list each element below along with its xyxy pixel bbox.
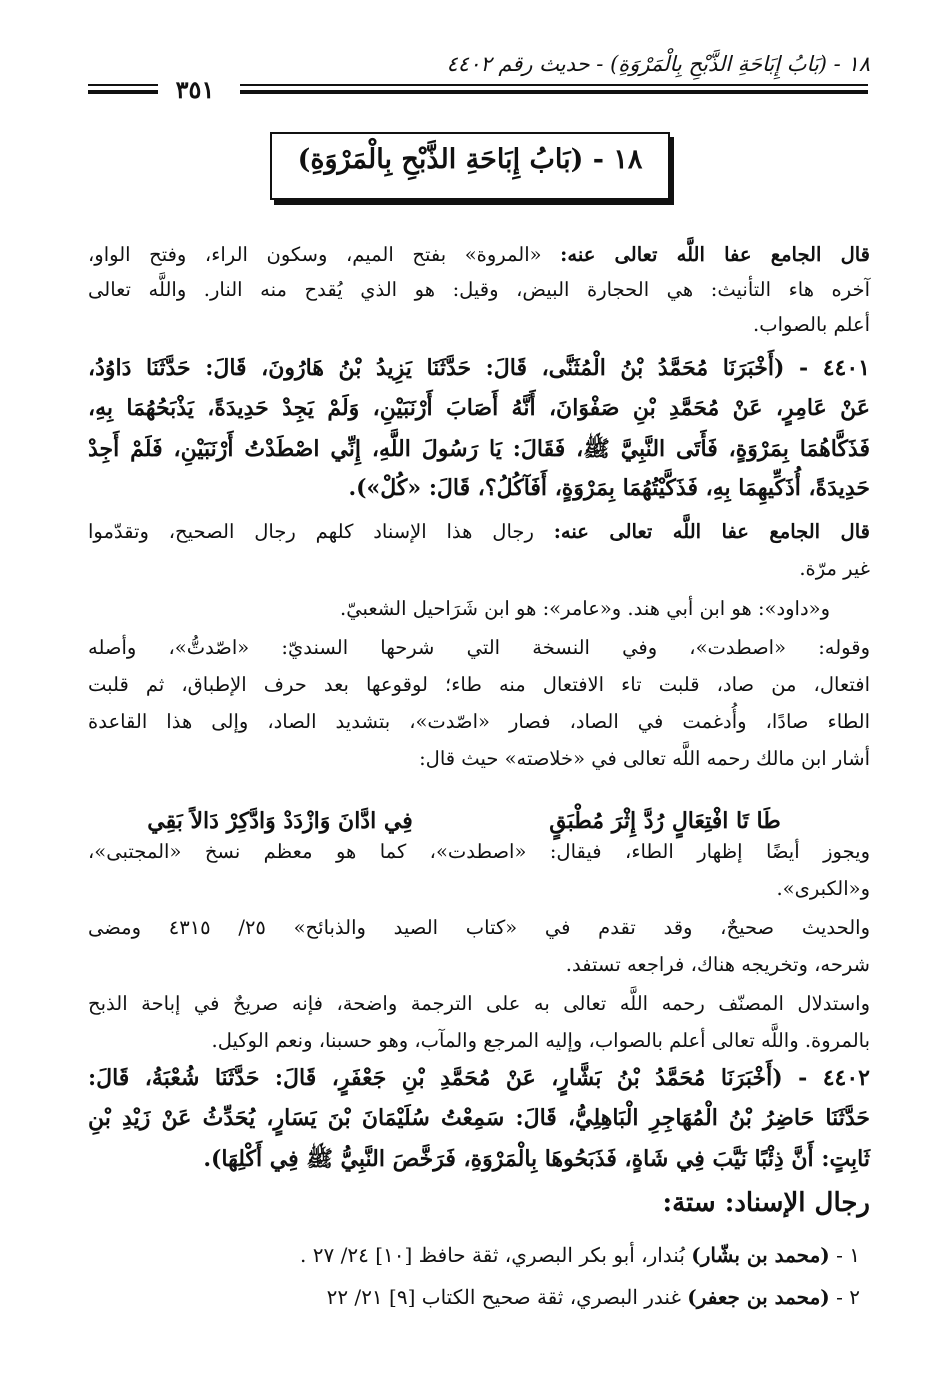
narrator-item	[150, 1243, 860, 1267]
commentary-1-line-2: غير مرّة.	[799, 557, 870, 580]
chapter-title: ١٨ - (بَابُ إِبَاحَةِ الذَّبْحِ بِالْمَرْوَةِ)	[297, 144, 643, 175]
narrator-name: (محمد بن جعفر)	[687, 1285, 830, 1309]
intro-text: «المروة» بفتح الميم، وسكون الراء، وفتح الواو،	[88, 243, 561, 266]
narrator-name: (محمد بن بشّار)	[691, 1243, 830, 1267]
hadith-4402-line-1: ٤٤٠٢ - (أَخْبَرَنَا مُحَمَّدُ بْنُ بَشَّارٍ، عَنْ مُحَمَّدِ بْنِ جَعْفَرٍ، قَالَ: حَدَّثَنَا شُعْبَةُ، قَالَ:	[88, 1065, 870, 1091]
speaker-label: قال الجامع عفا اللَّه تعالى عنه:	[553, 520, 870, 543]
commentary-3-line-1: ويجوز أيضًا إظهار الطاء، فيقال: «اصطدت»، كما هو معظم نسخ «المجتبى»،	[88, 840, 870, 863]
header-rule	[240, 84, 868, 86]
commentary-1-line-1	[88, 520, 870, 543]
verse-hemistich-1: طَا تَا افْتِعَالٍ رُدَّ إِثْرَ مُطْبَقٍ	[549, 808, 781, 834]
commentary-1-text: رجال هذا الإسناد كلهم رجال الصحيح، وتقدّموا	[88, 520, 554, 543]
commentary-2-line-4: أشار ابن مالك رحمه اللَّه تعالى في «خلاصته» حيث قال:	[419, 747, 870, 770]
page-number: ٣٥١	[175, 75, 215, 104]
commentary-2-line-1: وقوله: «اصطدت»، وفي النسخة التي شرحها السنديّ: «اصّدتُّ»، وأصله	[88, 636, 870, 659]
narrator-description: غندر البصري، ثقة صحيح الكتاب [٩] ٢١/ ٢٢	[326, 1285, 681, 1309]
intro-line-3: أعلم بالصواب.	[753, 313, 870, 336]
speaker-label: قال الجامع عفا اللَّه تعالى عنه:	[560, 243, 870, 266]
commentary-2-line-3: الطاء صادًا، وأُدغمت في الصاد، فصار «اصّدت»، بتشديد الصاد، وإلى هذا القاعدة	[88, 710, 870, 733]
intro-line-1	[88, 243, 870, 266]
page-number-rule-thick	[88, 90, 158, 94]
commentary-2-line-2: افتعال، من صاد، قلبت تاء الافتعال منه طاء؛ لوقوعها بعد حرف الإطباق، ثم قلبت	[88, 673, 870, 696]
narrators-heading: رجال الإسناد: ستة:	[662, 1188, 870, 1218]
verse-hemistich-2: فِي ادَّانَ وَازْدَدْ وَادَّكِرْ دَالاً بَقِي	[147, 808, 413, 834]
hadith-4401-line-1: ٤٤٠١ - (أَخْبَرَنَا مُحَمَّدُ بْنُ الْمُثَنَّى، قَالَ: حَدَّثَنَا يَزِيدُ بْنُ هَارُونَ، قَالَ: حَدَّثَنَا دَاوُدُ،	[88, 355, 870, 381]
hadith-4401-line-2: عَنْ عَامِرٍ، عَنْ مُحَمَّدِ بْنِ صَفْوَانَ، أَنَّهُ أَصَابَ أَرْنَبَيْنِ، وَلَمْ يَجِدْ حَدِيدَةً، يَذْبَحُهُمَا بِهِ،	[88, 395, 870, 421]
hadith-4402-line-3: ثَابِتٍ: أَنَّ ذِئْبًا نَيَّبَ فِي شَاةٍ، فَذَبَحُوهَا بِالْمَرْوَةِ، فَرَخَّصَ النَّبِيُّ ﷺ فِي أَكْلِهَا).	[203, 1146, 870, 1172]
commentary-5-line-1: واستدلال المصنّف رحمه اللَّه تعالى به على الترجمة واضحة، فإنه صريحٌ في إباحة الذبح	[88, 992, 870, 1015]
header-rule-thick	[240, 90, 868, 94]
hadith-4402-line-2: حَدَّثَنَا حَاضِرُ بْنُ الْمُهَاجِرِ الْبَاهِلِيُّ، قَالَ: سَمِعْتُ سُلَيْمَانَ بْنَ يَسَارٍ، يُحَدِّثُ عَنْ زَيْدِ بْنِ	[88, 1105, 870, 1131]
page-number-rule	[88, 84, 158, 86]
running-header: ١٨ - (بَابُ إِبَاحَةِ الذَّبْحِ بِالْمَرْوَةِ) - حديث رقم ٤٤٠٢	[446, 52, 870, 76]
commentary-3-line-2: و«الكبرى».	[776, 877, 870, 900]
commentary-4-line-1: والحديث صحيحٌ، وقد تقدم في «كتاب الصيد والذبائح» ٢٥/ ٤٣١٥ ومضى	[88, 916, 870, 939]
commentary-4-line-2: شرحه، وتخريجه هناك، فراجعه تستفد.	[565, 953, 870, 976]
narrator-number: ١ -	[836, 1243, 860, 1267]
narrator-item	[150, 1285, 860, 1309]
narrator-number: ٢ -	[836, 1285, 860, 1309]
intro-line-2: آخره هاء التأنيث: هي الحجارة البيض، وقيل: هو الذي يُقدح منه النار. واللَّه تعالى	[88, 278, 870, 301]
narrator-description: بُندار، أبو بكر البصري، ثقة حافظ [١٠] ٢٤/ ٢٧ .	[300, 1243, 685, 1267]
hadith-4401-line-3: فَذَكَّاهُمَا بِمَرْوَةٍ، فَأَتَى النَّبِيَّ ﷺ، فَقَالَ: يَا رَسُولَ اللَّهِ، إِنِّي اصْطَدْتُ أَرْنَبَيْنِ، فَلَمْ أَجِدْ	[88, 436, 870, 462]
hadith-4401-line-4: حَدِيدَةً، أُذَكِّيهِمَا بِهِ، فَذَكَّيْتُهُمَا بِمَرْوَةٍ، أَفَآكُلُ؟، قَالَ: «كُلْ»).	[348, 475, 870, 501]
dawud-line: و«داود»: هو ابن أبي هند. و«عامر»: هو ابن شَرَاحيل الشعبيّ.	[340, 597, 830, 620]
commentary-5-line-2: بالمروة. واللَّه تعالى أعلم بالصواب، وإليه المرجع والمآب، وهو حسبنا، ونعم الوكيل.	[211, 1029, 870, 1052]
